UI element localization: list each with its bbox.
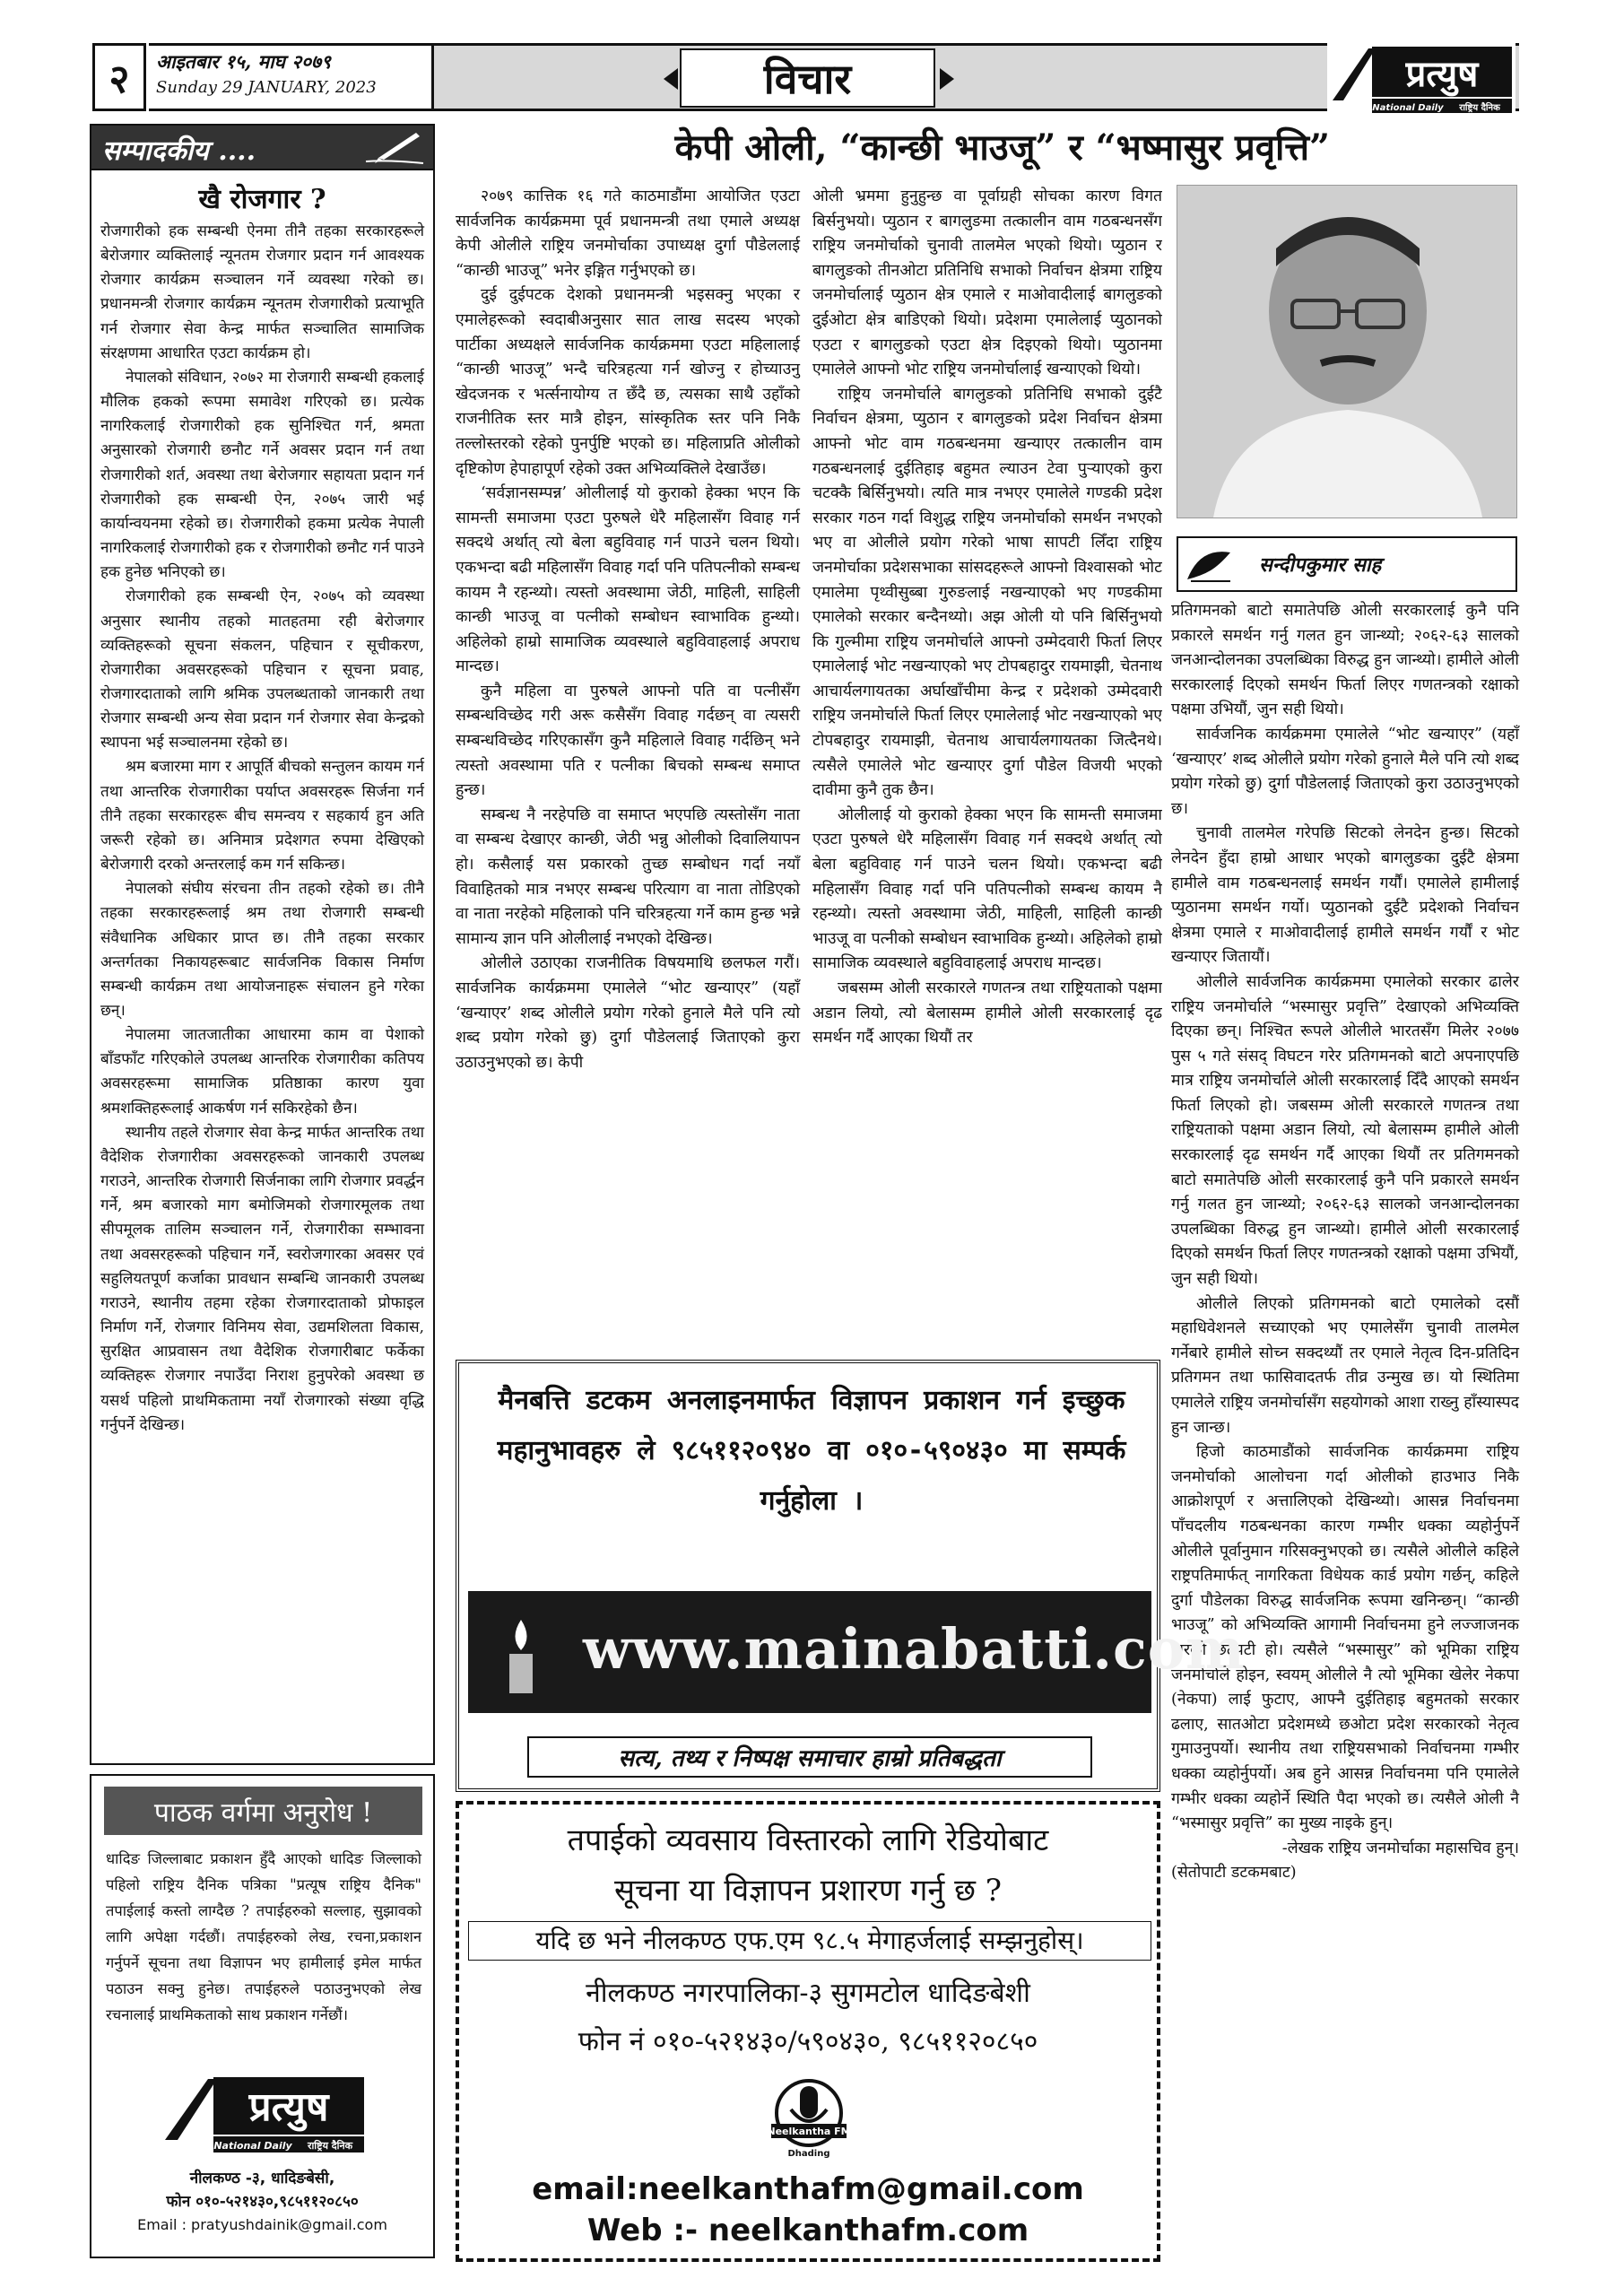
article-paragraph: सार्वजनिक कार्यक्रममा एमालेले “भोट खन्याएर” (यहाँ ‘खन्याएर’ शब्द ओलीले प्रयोग गरेको हुनाले मैले पनि त्यो शब्द प्रयोग गरेको छु) दुर्गा पौडेललाई जिताएको कुरा उठाउनुभएको छ।	[1171, 725, 1519, 818]
mainabatti-slogan: सत्य, तथ्य र निष्पक्ष समाचार हाम्रो प्रतिबद्धता	[527, 1736, 1092, 1778]
fm-ad-phone: फोन नं ०१०-५२१४३०/५९०४३०, ९८५११२०८५०	[578, 2026, 1038, 2057]
candle-icon	[490, 1614, 552, 1695]
date-nepali: आइतबार १५, माघ २०७९	[156, 50, 331, 73]
logo-sub-np: राष्ट्रिय दैनिक	[1459, 103, 1500, 113]
fm-ad-web	[459, 2169, 1157, 2251]
fm-ad-line3: यदि छ भने नीलकण्ठ एफ.एम ९८.५ मेगाहर्जलाई सम्झनुहोस्।	[468, 1921, 1151, 1961]
article-paragraph: ओलीलाई यो कुराको हेक्का भएन कि सामन्ती समाजमा एउटा पुरुषले धेरै महिलासँग विवाह गर्न सक्दथे अर्थात् त्यो बेला बहुविवाह गर्न पाउने चलन थियो। एकभन्दा बढी महिलासँग विवाह गर्दा पनि पतिपत्नीको सम्बन्ध कायम नै रहन्थ्यो। त्यस्तो अवस्थामा जेठी, माहिली, साहिली कान्छी भाउजू वा पत्नीको सम्बोधन स्वाभाविक हुन्थ्यो। अहिलेको हाम्रो सामाजिक व्यवस्थाले बहुविवाहलाई अपराध मान्दछ।	[812, 805, 1162, 973]
article-paragraph: दुई दुईपटक देशको प्रधानमन्त्री भइसक्नु भएका र एमालेहरूको स्वदाबीअनुसार सात लाख सदस्य भएको पार्टीका अध्यक्षले सार्वजनिक कार्यक्रममा एउटा महिलालाई “कान्छी भाउजू” भन्दै चरित्रहत्या गर्न खोज्नु र होच्याउनु खेदजनक र भर्त्सनायोग्य त छँदै छ, त्यसका साथै उहाँको राजनीतिक स्तर मात्रै होइन, सांस्कृतिक स्तर पनि निकै तल्लोस्तरको रहेको पुनर्पुष्टि भएको छ। महिलाप्रति ओलीको दृष्टिकोण हेपाहापूर्ण रहेको उक्त अभिव्यक्तिले देखाउँछ।	[456, 286, 800, 478]
pen-icon	[360, 129, 430, 167]
mainabatti-ad	[456, 1360, 1246, 1792]
fm-ad-address: नीलकण्ठ नगरपालिका-३ सुगमटोल धादिङबेशी	[586, 1978, 1030, 2009]
article-paragraph: जबसम्म ओली सरकारले गणतन्त्र तथा राष्ट्रियताको पक्षमा अडान लियो, त्यो बेलासम्म हामीले ओली सरकारलाई दृढ समर्थन गर्दै आएका थियौं तर	[812, 979, 1162, 1048]
neelkantha-fm-ad	[456, 1801, 1160, 2262]
article-paragraph: ओली भ्रममा हुनुहुन्छ वा पूर्वाग्रही सोचका कारण विगत बिर्सनुभयो। प्युठान र बागलुङमा तत्कालीन वाम गठबन्धनसँग राष्ट्रिय जनमोर्चाको चुनावी तालमेल भएको थियो। प्युठान र बागलुङको तीनओटा प्रतिनिधि सभाको निर्वाचन क्षेत्रमा राष्ट्रिय जनमोर्चालाई प्युठान क्षेत्र एमाले र माओवादीलाई बागलुङको दुईओटा क्षेत्र बाडिएको थियो। प्रदेशमा एमालेलाई प्युठानको एउटा र बागलुङको एउटा क्षेत्र दिइएको थियो। प्युठानमा एमालेले आफ्नो भोट राष्ट्रिय जनमोर्चालाई खन्याएको थियो।	[812, 187, 1162, 379]
reader-email: Email : pratyushdainik@gmail.com	[137, 2216, 387, 2233]
article-paragraph: २०७९ कात्तिक १६ गते काठमाडौंमा आयोजित एउटा सार्वजनिक कार्यक्रममा पूर्व प्रधानमन्त्री तथा एमाले अध्यक्ष केपी ओलीले राष्ट्रिय जनमोर्चाका उपाध्यक्ष दुर्गा पौडेललाई “कान्छी भाउजू” भनेर इङ्गित गर्नुभएको छ।	[456, 187, 800, 280]
author-note: -लेखक राष्ट्रिय जनमोर्चाका महासचिव हुन्।	[1281, 1839, 1519, 1857]
fm-ad-headline	[459, 1815, 1157, 1916]
reader-request-box	[90, 1774, 435, 2258]
arrow-left-icon	[664, 68, 678, 90]
fm-ad-website[interactable]: Web :- neelkanthafm.com	[586, 2213, 1029, 2248]
author-photo	[1177, 185, 1517, 518]
editorial-box	[90, 170, 435, 1765]
editorial-header	[90, 124, 435, 170]
article-paragraph: ओलीले उठाएका राजनीतिक विषयमाथि छलफल गरौं। सार्वजनिक कार्यक्रममा एमालेले “भोट खन्याएर” (यहाँ ‘खन्याएर’ शब्द ओलीले प्रयोग गरेको हुनाले मैले पनि त्यो शब्द प्रयोग गरेको छु) दुर्गा पौडेललाई जिताएको कुरा उठाउनुभएको छ। केपी	[456, 954, 800, 1072]
editorial-paragraph: स्थानीय तहले रोजगार सेवा केन्द्र मार्फत आन्तरिक तथा वैदेशिक रोजगारीका अवसरहरूको जानकारी उपलब्ध गराउने, आन्तरिक रोजगारी सिर्जनाका लागि रोजगार प्रवर्द्धन गर्ने, श्रम बजारको माग बमोजिमको रोजगारमूलक तथा सीपमूलक तालिम सञ्चालन गर्ने, रोजगारीका सम्भावना तथा अवसरहरूको पहिचान गर्ने, स्वरोजगारका अवसर एवं सहुलियतपूर्ण कर्जाका प्रावधान सम्बन्धि जानकारी उपलब्ध गराउने, स्थानीय तहमा रहेका रोजगारदाताको प्रोफाइल निर्माण गर्ने, रोजगार विनिमय सेवा, उद्यमशिलता विकास, सुरक्षित आप्रवासन तथा वैदेशिक रोजगारीबाट फर्केका व्यक्तिहरू रोजगार नपाउँदा निराश हुनुपरेको अवस्था छ यसर्थ पहिलो प्राथमिकतामा नयाँ रोजगारको संख्या वृद्धि गर्नुपर्ने देखिन्छ।	[100, 1123, 424, 1434]
article-paragraph: कुनै महिला वा पुरुषले आफ्नो पति वा पत्नीसँग सम्बन्धविच्छेद गरी अरू कसैसँग विवाह गर्दछन् वा त्यसरी सम्बन्धविच्छेद गरिएकासँग कुनै महिलाले विवाह गर्दछिन् भने त्यस्तो अवस्थामा पति र पत्नीका बिचको सम्बन्ध समाप्त हुन्छ।	[456, 682, 800, 800]
fm-ad-line2: सूचना या विज्ञापन प्रशारण गर्नु छ ?	[614, 1873, 1002, 1909]
editorial-title: खै रोजगार ?	[198, 184, 326, 215]
editorial-paragraph: नेपालमा जातजातीका आधारमा काम वा पेशाको बाँडफाँट गरिएकोले उपलब्ध आन्तरिक रोजगारीका कतिपय अवसरहरूमा सामाजिक प्रतिष्ठाका कारण युवा श्रमशक्तिहरूलाई आकर्षण गर्न सकिरहेको छैन।	[100, 1026, 424, 1118]
article-column-2	[812, 185, 1162, 1347]
date-block	[149, 43, 434, 111]
logo-sub-en: National Daily	[1372, 103, 1444, 113]
date-english: Sunday 29 JANUARY, 2023	[156, 78, 377, 97]
editorial-paragraph: नेपालको संघीय संरचना तीन तहको रहेको छ। तीनै तहका सरकारहरूलाई श्रम तथा रोजगारी सम्बन्धी संवैधानिक अधिकार प्राप्त छ। तीनै तहका सरकार अन्तर्गतका निकायहरूबाट सार्वजनिक विकास निर्माण सम्बन्धी कार्यक्रम तथा आयोजनाहरू संचालन हुने गरेका छन्।	[100, 880, 424, 1020]
fm-ad-contact	[459, 1970, 1157, 2066]
article-paragraph: राष्ट्रिय जनमोर्चाले बागलुङको प्रतिनिधि सभाको दुईटै निर्वाचन क्षेत्रमा, प्युठान र बागलुङको प्रदेश निर्वाचन क्षेत्रमा आफ्नो भोट वाम गठबन्धनमा खन्याएर तत्कालीन वाम गठबन्धनलाई दुईतिहाइ बहुमत ल्याउन टेवा पुर्‍याएको कुरा चटक्कै बिर्सिनुभयो। त्यति मात्र नभएर एमालेले गण्डकी प्रदेश सरकार गठन गर्दा विशुद्ध राष्ट्रिय जनमोर्चाको समर्थन नभएको भए वा ओलीले प्रयोग गरेको भाषा सापटी लिँदा राष्ट्रिय जनमोर्चाका प्रदेशसभाका सांसदहरूले आफ्नो विश्वासको भोट एमालेमा पृथ्वीसुब्बा गुरुङलाई नखन्याएको भए गण्डकीमा एमालेको सरकार बन्दैनथ्यो। अझ ओली यो पनि बिर्सिनुभयो कि गुल्मीमा राष्ट्रिय जनमोर्चाले आफ्नो उम्मेदवारी फिर्ता लिएर एमालेलाई भोट नखन्याएको भए टोपबहादुर रायमाझी, चेतनाथ आचार्यलगायतका अर्घाखाँचीमा केन्द्र र प्रदेशको उम्मेदवारी राष्ट्रिय जनमोर्चाले फिर्ता लिएर एमालेलाई भोट नखन्याएको भए टोपबहादुर रायमाझी, चेतनाथ आचार्यलगायतका जित्दैनथे। त्यसैले एमालेले भोट खन्याएर दुर्गा पौडेल विजयी भएको दावीमा कुनै तुक छैन।	[812, 385, 1162, 800]
logo-wordmark: प्रत्युष	[1405, 53, 1479, 95]
fm-ad-line1: तपाईको व्यवसाय विस्तारको लागि रेडियोबाट	[567, 1822, 1049, 1858]
reader-request-title: पाठक वर्गमा अनुरोध !	[104, 1787, 422, 1835]
article-column-1	[456, 185, 800, 1075]
fm-ad-email[interactable]: email:neelkanthafm@gmail.com	[532, 2171, 1084, 2207]
newspaper-logo	[1327, 43, 1515, 115]
article-paragraph: चुनावी तालमेल गरेपछि सिटको लेनदेन हुन्छ। सिटको लेनदेन हुँदा हाम्रो आधार भएको बागलुङका दुईटै क्षेत्रमा हामीले वाम गठबन्धनलाई समर्थन गर्यौं। एमालेले हामीलाई प्युठानमा समर्थन गर्यो। प्युठानको दुईटै प्रदेशको निर्वाचन क्षेत्रमा एमाले र माओवादीलाई हामीले समर्थन गर्यौं र भोट खन्याएर जितायौं।	[1171, 824, 1519, 967]
reader-request-body: धादिङ जिल्लाबाट प्रकाशन हुँदै आएको धादिङ जिल्लाको पहिलो राष्ट्रिय दैनिक पत्रिका "प्रत्यूष राष्ट्रिय दैनिक" तपाईलाई कस्तो लाग्दैछ ? तपाईहरुको सल्लाह, सुझावको लागि अपेक्षा गर्दछौं। तपाईहरुको लेख, रचना,प्रकाशन गर्नुपर्ने सूचना तथा विज्ञापन भए हामीलाई इमेल मार्फत पठाउन सक्नु हुनेछ। तपाईहरुले पठाउनुभएको लेख रचनालाई प्राथमिकताको साथ प्रकाशन गर्नेछौं।	[106, 1850, 421, 2023]
article-paragraph: ओलीले लिएको प्रतिगमनको बाटो एमालेको दसौं महाधिवेशनले सच्याएको भए एमालेसँग चुनावी तालमेल गर्नेबारे हामीले सोच्न सक्दथ्यौं तर एमाले नेतृत्व दिन-प्रतिदिन प्रतिगमन तथा फासिवादतर्फ तीव्र उन्मुख छ। यो स्थितिमा एमालेले राष्ट्रिय जनमोर्चासँग सहयोगको आशा राख्नु हाँस्यास्पद हुन जान्छ।	[1171, 1294, 1519, 1437]
newspaper-logo-small	[161, 2074, 368, 2156]
ink-pen-icon	[1184, 544, 1234, 585]
editorial-paragraph: रोजगारीको हक सम्बन्धी ऐनमा तीनै तहका सरकारहरूले बेरोजगार व्यक्तिलाई न्यूनतम रोजगार प्रदान गर्न आवश्यक रोजगार कार्यक्रम सञ्चालन गर्ने व्यवस्था गरेको छ। प्रधानमन्त्री रोजगार कार्यक्रम न्यूनतम रोजगारीको प्रत्याभूति गर्न रोजगार सेवा केन्द्र मार्फत सञ्चालित सामाजिक संरक्षणमा आधारित एउटा कार्यक्रम हो।	[100, 222, 424, 362]
reader-phone: फोन ०१०-५२१४३०,९८५११२०८५०	[166, 2193, 359, 2211]
arrow-right-icon	[940, 68, 954, 90]
reader-contact	[91, 2167, 433, 2237]
radio-microphone-icon	[755, 2074, 863, 2163]
page-number: २	[92, 43, 146, 111]
author-portrait-icon	[1177, 186, 1516, 517]
reader-address: नीलकण्ठ -३, धादिङबेसी,	[189, 2170, 335, 2187]
mainabatti-url[interactable]: www.mainabatti.com	[583, 1616, 1246, 1682]
article-paragraph: हिजो काठमाडौंको सार्वजनिक कार्यक्रममा राष्ट्रिय जनमोर्चाको आलोचना गर्दा ओलीको हाउभाउ निकै आक्रोशपूर्ण र अत्तालिएको देखिन्थ्यो। आसन्न निर्वाचनमा पाँचदलीय गठबन्धनका कारण गम्भीर धक्का व्यहोर्नुपर्ने ओलीले पूर्वानुमान गरिसक्नुभएको छ। त्यसैले ओलीले कहिले राष्ट्रपतिमार्फत् नागरिकता विधेयक कार्ड प्रयोग गर्छन्, कहिले दुर्गा पौडेलका विरुद्ध सार्वजनिक रूपमा खनिन्छन्। “कान्छी भाउजू” को अभिव्यक्ति आगामी निर्वाचनमा हुने लज्जाजनक हारको छटपटी हो। त्यसैले “भस्मासुर” को भूमिका राष्ट्रिय जनमोर्चाले होइन, स्वयम् ओलीले नै त्यो भूमिका खेलेर नेकपा (नेकपा) लाई फुटाए, आफ्नै दुईतिहाइ बहुमतको सरकार ढलाए, सातओटा प्रदेशमध्ये छओटा प्रदेश सरकारको नेतृत्व गुमाउनुपर्यो। स्थानीय तथा राष्ट्रियसभाको निर्वाचनमा गम्भीर धक्का व्यहोर्नुपर्यो। अब हुने आसन्न निर्वाचनमा पनि एमालेले गम्भीर धक्का व्यहोर्ने स्थिति पैदा भएको छ। त्यसैले ओली नै “भस्मासुर प्रवृत्ति” का मुख्य नाइके हुन्।	[1171, 1443, 1519, 1833]
article-source: (सेतोपाटी डटकमबाट)	[1171, 1864, 1297, 1883]
article-column-3	[1171, 599, 1519, 1886]
editorial-paragraph: नेपालको संविधान, २०७२ मा रोजगारी सम्बन्धी हकलाई मौलिक हकको रूपमा समावेश गरिएको छ। प्रत्येक नागरिकलाई रोजगारीको हक सुनिश्चित गर्न, श्रमता अनुसारको रोजगारी छनौट गर्ने अवसर प्रदान गर्न तथा रोजगारीको शर्त, अवस्था तथा बेरोजगार सहायता प्रदान गर्न रोजगारीको हक सम्बन्धी ऐन, २०७५ जारी भई कार्यान्वयनमा रहेको छ। रोजगारीको हकमा प्रत्येक नेपाली नागरिकलाई रोजगारीको हक र रोजगारीको छनौट गर्न पाउने हक हुनेछ भनिएको छ।	[100, 368, 424, 582]
article-paragraph: ओलीले सार्वजनिक कार्यक्रममा एमालेको सरकार ढालेर राष्ट्रिय जनमोर्चाले “भस्मासुर प्रवृत्ति” देखाएको अभिव्यक्ति दिएका छन्। निश्चित रूपले ओलीले भारतसँग मिलेर २०७७ पुस ५ गते संसद् विघटन गरेर प्रतिगमनको बाटो अपनाएपछि मात्र राष्ट्रिय जनमोर्चाले ओली सरकारलाई दिँदै आएको समर्थन फिर्ता लिएको हो। जबसम्म ओली सरकारले गणतन्त्र तथा राष्ट्रियताको पक्षमा अडान लियो, त्यो बेलासम्म हामीले ओली सरकारलाई दृढ समर्थन गर्दै आएका थियौं तर प्रतिगमनको बाटो समातेपछि ओली सरकारलाई कुनै पनि प्रकारले समर्थन गर्नु गलत हुन जान्थ्यो; २०६२-६३ सालको जनआन्दोलनका उपलब्धिका विरुद्ध हुन जान्थ्यो। हामीले ओली सरकारलाई दिएको समर्थन फिर्ता लिएर गणतन्त्रको रक्षाको पक्षमा उभियौं, जुन सही थियो।	[1171, 972, 1519, 1289]
article-paragraph: सम्बन्ध नै नरहेपछि वा समाप्त भएपछि त्यस्तोसँग नाता वा सम्बन्ध देखाएर कान्छी, जेठी भन्नु ओलीको दिवालियापन हो। कसैलाई यस प्रकारको तुच्छ सम्बोधन गर्दा नयाँ विवाहितको मात्र नभएर सम्बन्ध परित्याग वा नाता तोडिएको वा नाता नरहेको महिलाको पनि चरित्रहत्या गर्ने काम हुन्छ भन्ने सामान्य ज्ञान पनि ओलीलाई नभएको देखिन्छ।	[456, 805, 800, 948]
fm-logo-text: Neelkantha FM	[767, 2126, 851, 2137]
logo-sub-en-small: National Daily	[213, 2140, 292, 2152]
article-title: केपी ओली, “कान्छी भाउजू” र “भष्मासुर प्रवृत्ति”	[674, 126, 1330, 169]
logo-sub-np-small: राष्ट्रिय दैनिक	[307, 2140, 353, 2152]
editorial-body	[100, 220, 424, 1438]
logo-wordmark-small: प्रत्युष	[248, 2084, 329, 2130]
article-paragraph: प्रतिगमनको बाटो समातेपछि ओली सरकारलाई कुनै पनि प्रकारले समर्थन गर्नु गलत हुन जान्थ्यो; २०६२-६३ सालको जनआन्दोलनका उपलब्धिका विरुद्ध हुन जान्थ्यो। हामीले ओली सरकारलाई दिएको समर्थन फिर्ता लिएर गणतन्त्रको रक्षाको पक्षमा उभियौं, जुन सही थियो।	[1171, 602, 1519, 719]
editorial-label: सम्पादकीय ....	[102, 135, 256, 167]
fm-logo-sub: Dhading	[787, 2149, 830, 2159]
section-title: विचार	[680, 48, 935, 108]
mainabatti-banner	[468, 1591, 1246, 1713]
article-paragraph: ‘सर्वज्ञानसम्पन्न’ ओलीलाई यो कुराको हेक्का भएन कि सामन्ती समाजमा एउटा पुरुषले धेरै महिलासँग विवाह गर्न सक्दथे अर्थात् त्यो बेला बहुविवाह गर्न पाउने चलन थियो। एकभन्दा बढी महिलासँग विवाह गर्दा पनि पतिपत्नीको सम्बन्ध कायम नै रहन्थ्यो। त्यस्तो अवस्थामा जेठी, माहिली, साहिली कान्छी भाउजू वा पत्नीको सम्बोधन स्वाभाविक हुन्थ्यो। अहिलेको हाम्रो सामाजिक व्यवस्थाले बहुविवाहलाई अपराध मान्दछ।	[456, 484, 800, 676]
author-byline	[1177, 536, 1517, 592]
author-name: सन्दीपकुमार साह	[1259, 553, 1382, 577]
mainabatti-ad-text: मैनबत्ति डटकम अनलाइनमार्फत विज्ञापन प्रकाशन गर्न इच्छुक महानुभावहरु ले ९८५११२०९४० वा ०१०-५९०४३० मा सम्पर्क गर्नुहोला ।	[497, 1385, 1126, 1517]
editorial-paragraph: रोजगारीको हक सम्बन्धी ऐन, २०७५ को व्यवस्था अनुसार स्थानीय तहको मातहतमा रही बेरोजगार व्यक्तिहरूको सूचना संकलन, पहिचान र सूचीकरण, रोजगारीका अवसरहरूको पहिचान र सूचना प्रवाह, रोजगारदाताको लागि श्रमिक उपलब्धताको जानकारी तथा रोजगार सम्बन्धी अन्य सेवा प्रदान गर्न रोजगार सेवा केन्द्रको स्थापना भई सञ्चालनमा रहेको छ।	[100, 587, 424, 752]
editorial-paragraph: श्रम बजारमा माग र आपूर्ति बीचको सन्तुलन कायम गर्न तथा आन्तरिक रोजगारीका पर्याप्त अवसरहरू सिर्जना गर्न तीनै तहका सरकारहरू बीच समन्वय र सहकार्य हुन अति जरूरी रहेको छ। अनिमात्र प्रदेशगत रुपमा देखिएको बेरोजगारी दरको अन्तरलाई कम गर्न सकिन्छ।	[100, 758, 424, 874]
